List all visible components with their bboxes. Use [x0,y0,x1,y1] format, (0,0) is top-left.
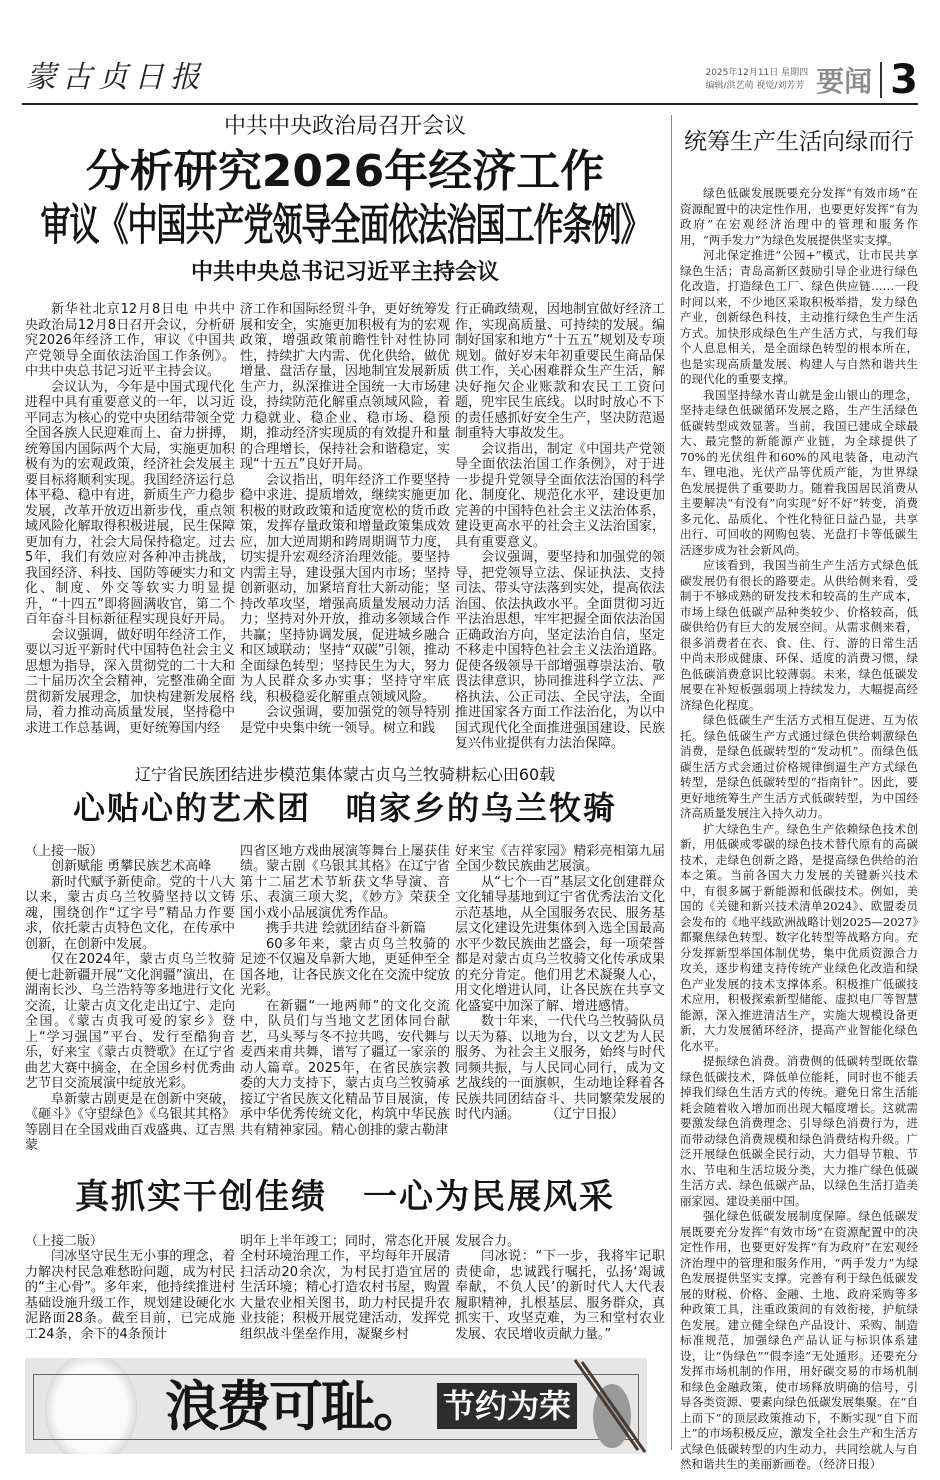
article1-title-line1: 分析研究2026年经济工作 [85,146,605,197]
paragraph: 会议认为，今年是中国式现代化进程中具有重要意义的一年，以习近平同志为核心的党中央团结带领全党全国各族人民迎难而上、奋力拼搏，统筹国内国际两个大局，实施更加积极有为的宏观政策，经济社会发展主要目标将顺利实现。我国经济运行总体平稳、稳中有进，新质生产力稳步发展，改革开放迈出新步伐，重点领域风险化解取得积极进展，民生保障更加有力，社会大局保持稳定。过去5年，我们有效应对各种冲击挑战，我国经济、科技、国防等硬实力和文化、制度、外交等软实力明显提升，“十四五”即将圆满收官，第二个百年奋斗目标新征程实现良好开局。 [25,379,235,627]
paragraph: 提振绿色消费。消费侧的低碳转型既依靠绿色低碳技术，降低单位能耗，同时也不能丢掉我们绿色生活方式的传统。避免日常生活能耗会随着收入增加而出现大幅度增长。这就需要激发绿色消费理念、引导绿色消费行为，进而带动绿色消费规模和绿色消费结构升级。广泛开展绿色低碳全民行动，大力倡导节粮、节水、节电和生活垃圾分类，大力推广绿色低碳生活方式、绿色低碳产品，以绿色生活打造美丽家园、建设美丽中国。 [680,1054,918,1208]
article2-column-2 [240,844,450,1154]
subheading: 创新赋能 勇攀民族艺术高峰 [51,859,212,874]
article1-kicker: 中共中央政治局召开会议 [223,114,466,139]
newspaper-logo: 蒙古贞日报 [26,60,206,95]
paragraph: 好来宝《吉祥家园》精彩亮相第九届全国少数民族曲艺展演。 [455,843,665,874]
paragraph: 四省区地方戏曲展演等舞台上屡获佳绩。蒙古剧《乌银其其格》在辽宁省第十二届艺术节斩获文华导演、音乐、表演三项大奖，《妙方》荣获全国小戏小品展演优秀作品。 [240,843,450,921]
paragraph: 行正确政绩观，因地制宜做好经济工作，实现高质量、可持续的发展。编制好国家和地方“十五五”规划及专项规划。做好岁末年初重要民生商品保供工作，关心困难群众生产生活，解决好拖欠企业账款和农民工工资问题，兜牢民生底线。以时时放心不下的责任感抓好安全生产，坚决防范遏制重特大事故发生。 [455,302,665,441]
issue-date: 2025年12月11日 星期四 [705,68,809,78]
paragraph: 绿色低碳生产生活方式相互促进、互为依托。绿色低碳生产方式通过绿色供给刺激绿色消费，是绿色低碳转型的“发动机”。而绿色低碳生活方式会通过价格规律倒逼生产方式绿色转型，是绿色低碳转型的“指南针”。因此，要更好地统筹生产生活方式低碳转型，为中国经济高质量发展注入持久动力。 [680,713,918,820]
paragraph: 扩大绿色生产。绿色生产依赖绿色技术创新，用低碳或零碳的绿色技术替代原有的高碳技术，走绿色创新之路，是提高绿色供给的治本之策。当前各国大力发展的关键新兴技术中，有很多属于新能源和低碳技术。例如，美国的《关键和新兴技术清单2024》、欧盟委员会发布的《地平线欧洲战略计划2025—2027》都聚焦绿色转型、数字化转型等战略方向。充分发挥新型举国体制优势，集中优质资源合力攻关，逐步构建支持传统产业绿色化改造和绿色产业发展的技术支撑体系。积极推广低碳技术应用，积极探索新型储能、虚拟电厂等智慧能源，深入推进清洁生产，实施大规模设备更新，大力发展循环经济，提高产业智能化绿色化水平。 [680,821,918,1053]
article1-title-line2-wrap [25,198,665,256]
paragraph: 闫冰说：“下一步，我将牢记职责使命，忠诚践行嘱托，弘扬‘竭诚奉献，不负人民’的新时代人大代表履职精神，扎根基层、服务群众，真抓实干、攻坚克难，为三和堂村农业发展、农民增收贡献力量。” [455,1249,665,1342]
paragraph: 闫冰坚守民生无小事的理念，着力解决村民急难愁盼问题，成为村民的“主心骨”。多年来，他持续推进村基础设施升级工作，规划建设硬化水泥路面28条。截至目前，已完成施工24条，余下的4条预计 [25,1249,235,1342]
sidebar-title: 统筹生产生活向绿而行 [684,129,914,155]
page-number: 3 [890,57,918,103]
article2-column-3 [455,844,665,1154]
ad-slogans [165,1366,577,1446]
article1-title-line2: 审议《中国共产党领导全面依法治国工作条例》 [40,200,650,252]
paragraph: 济工作和国际经贸斗争，更好统筹发展和安全，实施更加积极有为的宏观政策，增强政策前瞻性针对性协同性，持续扩大内需、优化供给，做优增量、盘活存量，因地制宜发展新质生产力，纵深推进全国统一大市场建设，持续防范化解重点领域风险，着力稳就业、稳企业、稳市场、稳预期，推动经济实现质的有效提升和量的合理增长，保持社会和谐稳定，实现“十五五”良好开局。 [240,302,450,472]
column-divider [671,115,672,1450]
article2-kicker: 辽宁省民族团结进步模范集体蒙古贞乌兰牧骑耕耘心田60载 [134,764,556,784]
divider [880,62,882,98]
paragraph: 会议指出，明年经济工作要坚持稳中求进、提质增效，继续实施更加积极的财政政策和适度宽松的货币政策，发挥存量政策和增量政策集成效应，加大逆周期和跨周期调节力度，切实提升宏观经济治理效能。要坚持内需主导，建设强大国内市场；坚持创新驱动，加紧培育壮大新动能；坚持改革攻坚，增强高质量发展动力活力；坚持对外开放，推动多领域合作共赢；坚持协调发展，促进城乡融合和区域联动；坚持“双碳”引领，推动全面绿色转型；坚持民生为大，努力为人民群众多办实事；坚持守牢底线，积极稳妥化解重点领域风险。 [240,472,450,705]
dateline [705,67,808,93]
paragraph: 会议强调，要加强党的领导特别是党中央集中统一领导。树立和践 [240,705,450,736]
paragraph: 绿色低碳发展既要充分发挥“有效市场”在资源配置中的决定性作用，也要更好发挥“有为政府”在宏观经济治理中的管理和服务作用，“两手发力”为绿色发展提供坚实支撑。 [680,186,918,247]
subheading: 携手共进 绘就团结奋斗新篇 [266,921,427,936]
paragraph: 会议强调，要坚持和加强党的领导，把党领导立法、保证执法、支持司法、带头守法落到实处，提高依法治国、依法执政水平。全面贯彻习近平法治思想，牢牢把握全面依法治国正确政治方向，坚定法治自信，坚定不移走中国特色社会主义法治道路。促使各级领导干部增强尊崇法治、敬畏法律意识，协同推进科学立法、严格执法、公正司法、全民守法，全面推进国家各方面工作法治化，为以中国式现代化全面推进强国建设、民族复兴伟业提供有力法治保障。 [455,550,665,751]
paragraph: 应该看到，我国当前生产生活方式绿色低碳发展仍有很长的路要走。从供给侧来看，受制于不够成熟的研发技术和较高的生产成本，市场上绿色低碳产品种类较少、价格较高，低碳供给仍有巨大的发展空间。从需求侧来看，很多消费者在衣、食、住、行、游的日常生活中尚未形成健康、环保、适度的消费习惯，绿色低碳消费意识比较薄弱。未来，绿色低碳发展要在补短板强弱项上持续发力，大幅提高经济绿色化程度。 [680,558,918,712]
article2-column-1 [25,844,235,1154]
article2-body [25,844,665,1154]
ad-slogan-main: 浪费可耻。 [165,1374,425,1438]
article3-title: 真抓实干创佳绩 一心为民展风采 [75,1176,615,1217]
section-name: 要闻 [816,65,873,98]
sidebar [680,124,918,1473]
header-rule [22,103,918,105]
article3-column-3 [455,1234,665,1343]
article3-column-1 [25,1234,235,1343]
main-stories [25,112,665,1454]
paragraph: 明年上半年竣工；同时，常态化开展全村环境治理工作，平均每年开展清扫活动20余次，为村民打造宜居的生活环境；精心打造农村书屋，购置大量农业相关图书，助力村民提升农业技能；积极开展党建活动，发挥党组织战斗堡垒作用，凝聚乡村 [240,1233,450,1342]
paragraph: 仅在2024年，蒙古贞乌兰牧骑便七赴新疆开展“文化润疆”演出，在湖南长沙、乌兰浩特等多地进行文化交流，让蒙古贞文化走出辽宁、走向全国。《蒙古贞我可爱的家乡》登上“学习强国”平台、发行至酷狗音乐，好来宝《蒙古贞赞歌》在辽宁省曲艺大赛中摘金，在全国乡村优秀曲艺节目交流展演中绽放光彩。 [25,952,235,1091]
paragraph: 河北保定推进“公园+”模式，让市民共享绿色生活；青岛高新区鼓励引导企业进行绿色化改造，打造绿色工厂、绿色供应链……一段时间以来，不少地区采取积极举措，发力绿色产业，创新绿色科技，主动推行绿色生产生活方式。加快形成绿色生产生活方式，与我们每个人息息相关，是全面绿色转型的根本所在，也是实现高质量发展、构建人与自然和谐共生的现代化的重要支撑。 [680,248,918,386]
paragraph: 在新疆“一地两师”的文化交流中，队员们与当地文艺团体同台献艺，马头琴与冬不拉共鸣，安代舞与麦西来甫共舞，谱写了疆辽一家亲的动人篇章。2025年，在省民族宗教委的大力支持下，蒙古贞乌兰牧骑承接辽宁省民族文化精品节目展演，传承中华优秀传统文化，构筑中华民族共有精神家园。精心创排的蒙古勒津 [240,998,450,1138]
sidebar-body [680,186,918,1473]
article2-title: 心贴心的艺术团 咱家乡的乌兰牧骑 [72,788,617,827]
paragraph: 会议指出，制定《中国共产党领导全面依法治国工作条例》，对于进一步提升党领导全面依法治国的科学化、制度化、规范化水平，建设更加完善的中国特色社会主义法治体系，建设更高水平的社会主义法治国家，具有重要意义。 [455,441,665,550]
editor-credits: 编辑/洪艺萌 视觉/刘芳芳 [705,81,805,91]
paragraph: 从“七个一百”基层文化创建群众文化辅导基地到辽宁省优秀法治文化示范基地，从全国服务农民、服务基层文化建设先进集体到入选全国最高水平少数民族曲艺盛会，每一项荣誉都是对蒙古贞乌兰牧骑文化传承成果的充分肯定。他们用艺术凝聚人心，用文化增进认同，让各民族在共享文化盛宴中加深了解、增进感情。 [455,874,665,1014]
article1-column-1 [25,302,235,752]
paragraph: 会议强调，做好明年经济工作，要以习近平新时代中国特色社会主义思想为指导，深入贯彻党的二十大和二十届历次全会精神，完整准确全面贯彻新发展理念，加快构建新发展格局，着力推动高质量发展，坚持稳中求进工作总基调，更好统筹国内经 [25,627,235,736]
article1-column-3 [455,302,665,752]
continued-from: （上接一版） [25,843,104,859]
paragraph: 发展合力。 [455,1233,521,1249]
article1-column-2 [240,302,450,752]
paragraph: 新华社北京12月8日电 中共中央政治局12月8日召开会议，分析研究2026年经济工作，审议《中国共产党领导全面依法治国工作条例》。中共中央总书记习近平主持会议。 [25,302,235,379]
article1-subtitle: 中共中央总书记习近平主持会议 [190,260,499,285]
paragraph: 新时代赋予新使命。党的十八大以来，蒙古贞乌兰牧骑坚持以文铸魂，围绕创作“辽字号”精品力作要求，依托蒙古贞特色文化，在传承中创新，在创新中发展。 [25,874,235,952]
article1-body [25,302,665,752]
paragraph: 我国坚持绿水青山就是金山银山的理念，坚持走绿色低碳循环发展之路，生产生活绿色低碳转型成效显著。当前，我国已建成全球最大、最完整的新能源产业链，为全球提供了70%的光伏组件和60%的风电装备，电动汽车、锂电池、光伏产品等优质产能，为世界绿色发展提供了重要助力。随着我国居民消费从主要解决“有没有”向实现“好不好”转变，消费多元化、品质化、个性化特征日益凸显，共享出行、可回收的网购包装、光盘打卡等低碳生活逐步成为社会新风尚。 [680,387,918,557]
continued-from: （上接二版） [25,1233,104,1249]
article3-column-2 [240,1234,450,1343]
paragraph: 强化绿色低碳发展制度保障。绿色低碳发展既要充分发挥“有效市场”在资源配置中的决定性作用，也要更好发挥“有为政府”在宏观经济治理中的管理和服务作用，“两手发力”为绿色发展提供坚实支撑。完善有利于绿色低碳发展的财税、价格、金融、土地、政府采购等多种政策工具，注重政策间的有效衔接，护航绿色发展。建立健全绿色产品设计、采购、制造标准规范，加强绿色产品认证与标识体系建设，让“伪绿色”“假李逵”无处遁形。还要充分发挥市场机制的作用，用好碳交易的市场机制和绿色金融政策，使市场释放明确的信号，引导各类资源、要素向绿色低碳发展集聚。在“自上而下”的顶层政策推动下，不断实现“自下而上”的市场积极反应，激发全社会生产和生活方式绿色低碳转型的内生动力，共同绘就人与自然和谐共生的美丽新画卷。（经济日报） [680,1209,918,1471]
masthead-right [705,58,918,102]
ad-slogan-box: 节约为荣 [437,1383,577,1429]
article3-body [25,1234,665,1343]
paragraph: 数十年来，一代代乌兰牧骑队员以天为幕、以地为台，以文艺为人民服务、为社会主义服务，始终与时代同频共振，与人民同心同行，成为文艺战线的一面旗帜，生动地诠释着各民族共同团结奋斗、共同繁荣发展的时代内涵。 （辽宁日报） [455,1014,665,1122]
public-service-ad [25,1358,647,1454]
paragraph: 阜新蒙古剧更是在创新中突破，《砸斗》《守望绿色》《乌银其其格》等剧目在全国戏曲百戏盛典、辽吉黑蒙 [25,1091,235,1153]
paragraph: 60多年来，蒙古贞乌兰牧骑的足迹不仅遍及阜新大地，更延伸至全国各地，让各民族文化在交流中绽放光彩。 [240,936,450,998]
